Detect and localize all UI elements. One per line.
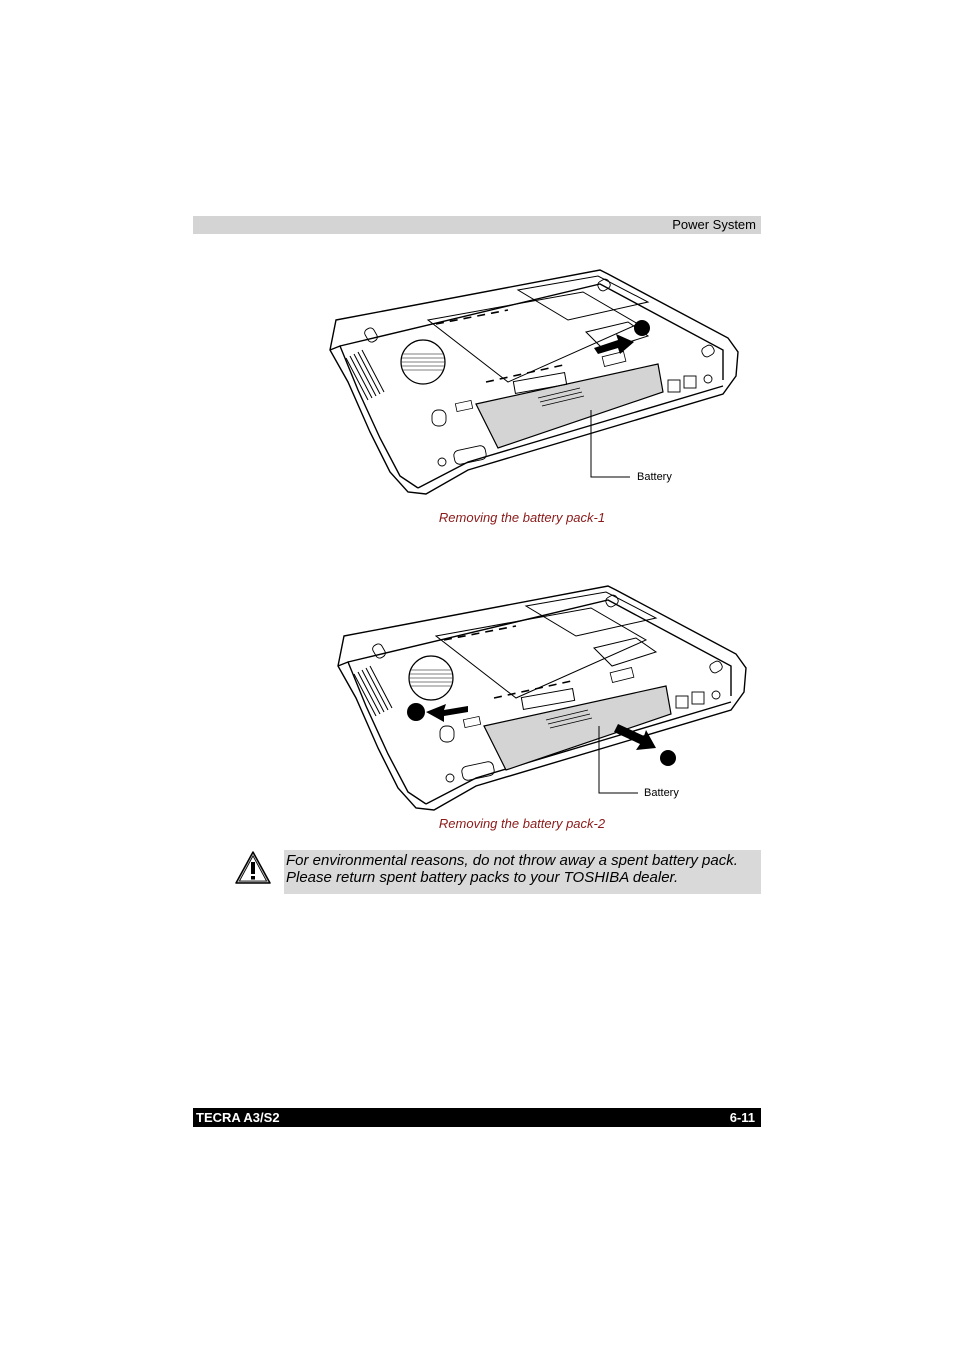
laptop-underside-illustration-2 [318, 578, 758, 816]
section-title: Power System [672, 217, 756, 232]
environmental-note [284, 850, 761, 894]
battery-removal-figure-1 [318, 262, 758, 502]
footer-bar [193, 1108, 761, 1127]
footer-model: TECRA A3/S2 [196, 1110, 280, 1125]
note-text: For environmental reasons, do not throw away a spent battery pack. Please return spent battery packs to your TOSHIBA dealer. [286, 852, 738, 886]
warning-triangle-icon [234, 850, 272, 886]
section-header-bar [193, 216, 761, 234]
battery-callout-2: Battery [644, 787, 679, 799]
laptop-underside-illustration-1 [318, 262, 758, 502]
battery-removal-figure-2 [318, 578, 758, 816]
footer-page-number: 6-11 [729, 1110, 755, 1125]
figure-caption-2: Removing the battery pack-2 [438, 816, 606, 831]
figure-caption-1: Removing the battery pack-1 [438, 510, 606, 525]
battery-callout-1: Battery [637, 471, 672, 483]
